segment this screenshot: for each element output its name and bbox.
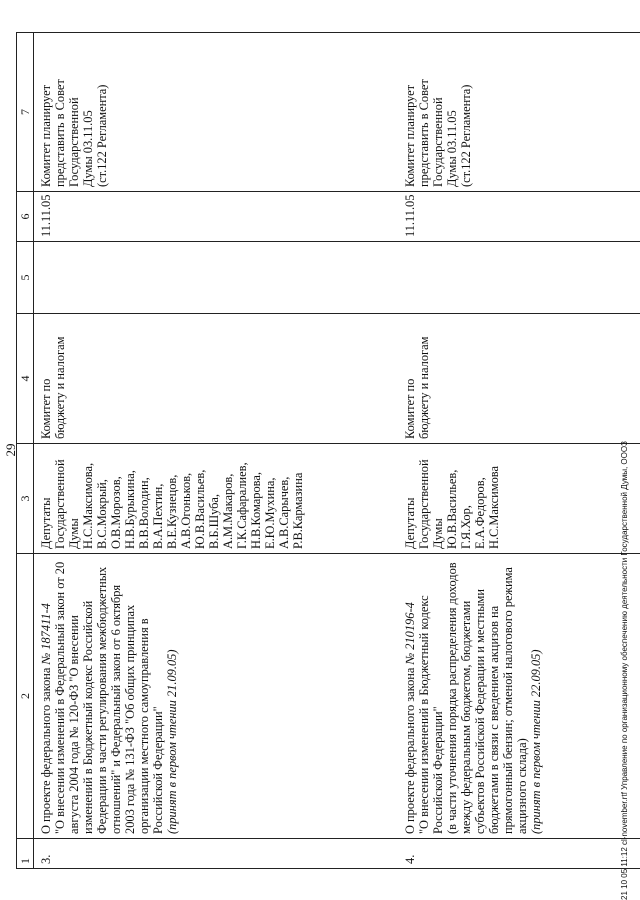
bill-intro: О проекте федерального закона (403, 664, 417, 834)
bill-number: № 187411-4 (39, 603, 53, 665)
comment-cell: Комитет планирует представить в Совет Государственной Думы 03.11.05 (ст.122 Регламента) (34, 33, 382, 192)
bill-status: (принят в первом чтении 22.09.05) (529, 649, 543, 834)
column-header-1: 1 (17, 839, 34, 869)
bill-number: № 210196-4 (403, 602, 417, 665)
page-number: 29 (3, 443, 18, 457)
bill-status: (принят в первом чтении 21.09.05) (165, 649, 179, 834)
bill-description (381, 554, 640, 839)
bill-detail: (в части уточнения порядка распределения доходов между федеральным бюджетом, бюджетами субъектов Российской Федерации и местными бюджетами в связи с введением акцизов на прямогонный бензин; отменой налогового режима акцизного склада) (445, 562, 529, 834)
table-row (34, 33, 382, 869)
column-5-cell (34, 242, 382, 314)
bill-intro: О проекте федерального закона (39, 664, 53, 834)
column-header-3: 3 (17, 444, 34, 554)
bill-authors: Депутаты Государственной Думы Н.С.Максимова, В.С.Мокрый, О.В.Морозов, Н.В.Бурыкина, В.В.Володин, В.А.Пехтин, В.Е.Кузнецов, А.В.Огоньков, Ю.В.Васильев, В.Б.Шуба, А.М.Макаров, Г.К.Сафаралиев, Н.В.Комарова, Е.Ю.Мухина, А.В.Сарычев, Р.В.Кармазина (34, 444, 382, 554)
date-cell: 11.11.05 (381, 192, 640, 242)
column-5-cell (381, 242, 640, 314)
column-header-2: 2 (17, 554, 34, 839)
column-header-row (17, 33, 34, 869)
responsible-committee: Комитет по бюджету и налогам (34, 314, 382, 444)
date-cell: 11.11.05 (34, 192, 382, 242)
column-header-5: 5 (17, 242, 34, 314)
bill-title: "О внесении изменений в Федеральный закон от 20 августа 2004 года № 120-ФЗ "О внесении изменений в Бюджетный кодекс Российской Федерации в части регулирования межбюджетных отношений" и Федеральный закон от 6 октября 2003 года № 131-ФЗ "Об общих принципах организации местного самоуправления в Российской Федерации" (53, 561, 165, 834)
row-number: 3. (34, 839, 382, 869)
row-number: 4. (381, 839, 640, 869)
bill-title: "О внесении изменений в Бюджетный кодекс Российской Федерации" (417, 595, 445, 834)
comment-cell: Комитет планирует представить в Совет Государственной Думы 03.11.05 (ст.122 Регламента) (381, 33, 640, 192)
bill-description (34, 554, 382, 839)
column-header-4: 4 (17, 314, 34, 444)
bills-table (16, 32, 640, 869)
bill-authors: Депутаты Государственной Думы Ю.В.Васильев, Г.Я.Хор, Е.А.Федоров, Н.С.Максимова (381, 444, 640, 554)
column-header-6: 6 (17, 192, 34, 242)
responsible-committee: Комитет по бюджету и налогам (381, 314, 640, 444)
document-footer: 21 10 05 11:12 cl-november.rtf Управление по организационному обеспечению деятельности Государственной Думы, ОООЗ (620, 441, 629, 900)
column-header-7: 7 (17, 33, 34, 192)
table-row (381, 33, 640, 869)
